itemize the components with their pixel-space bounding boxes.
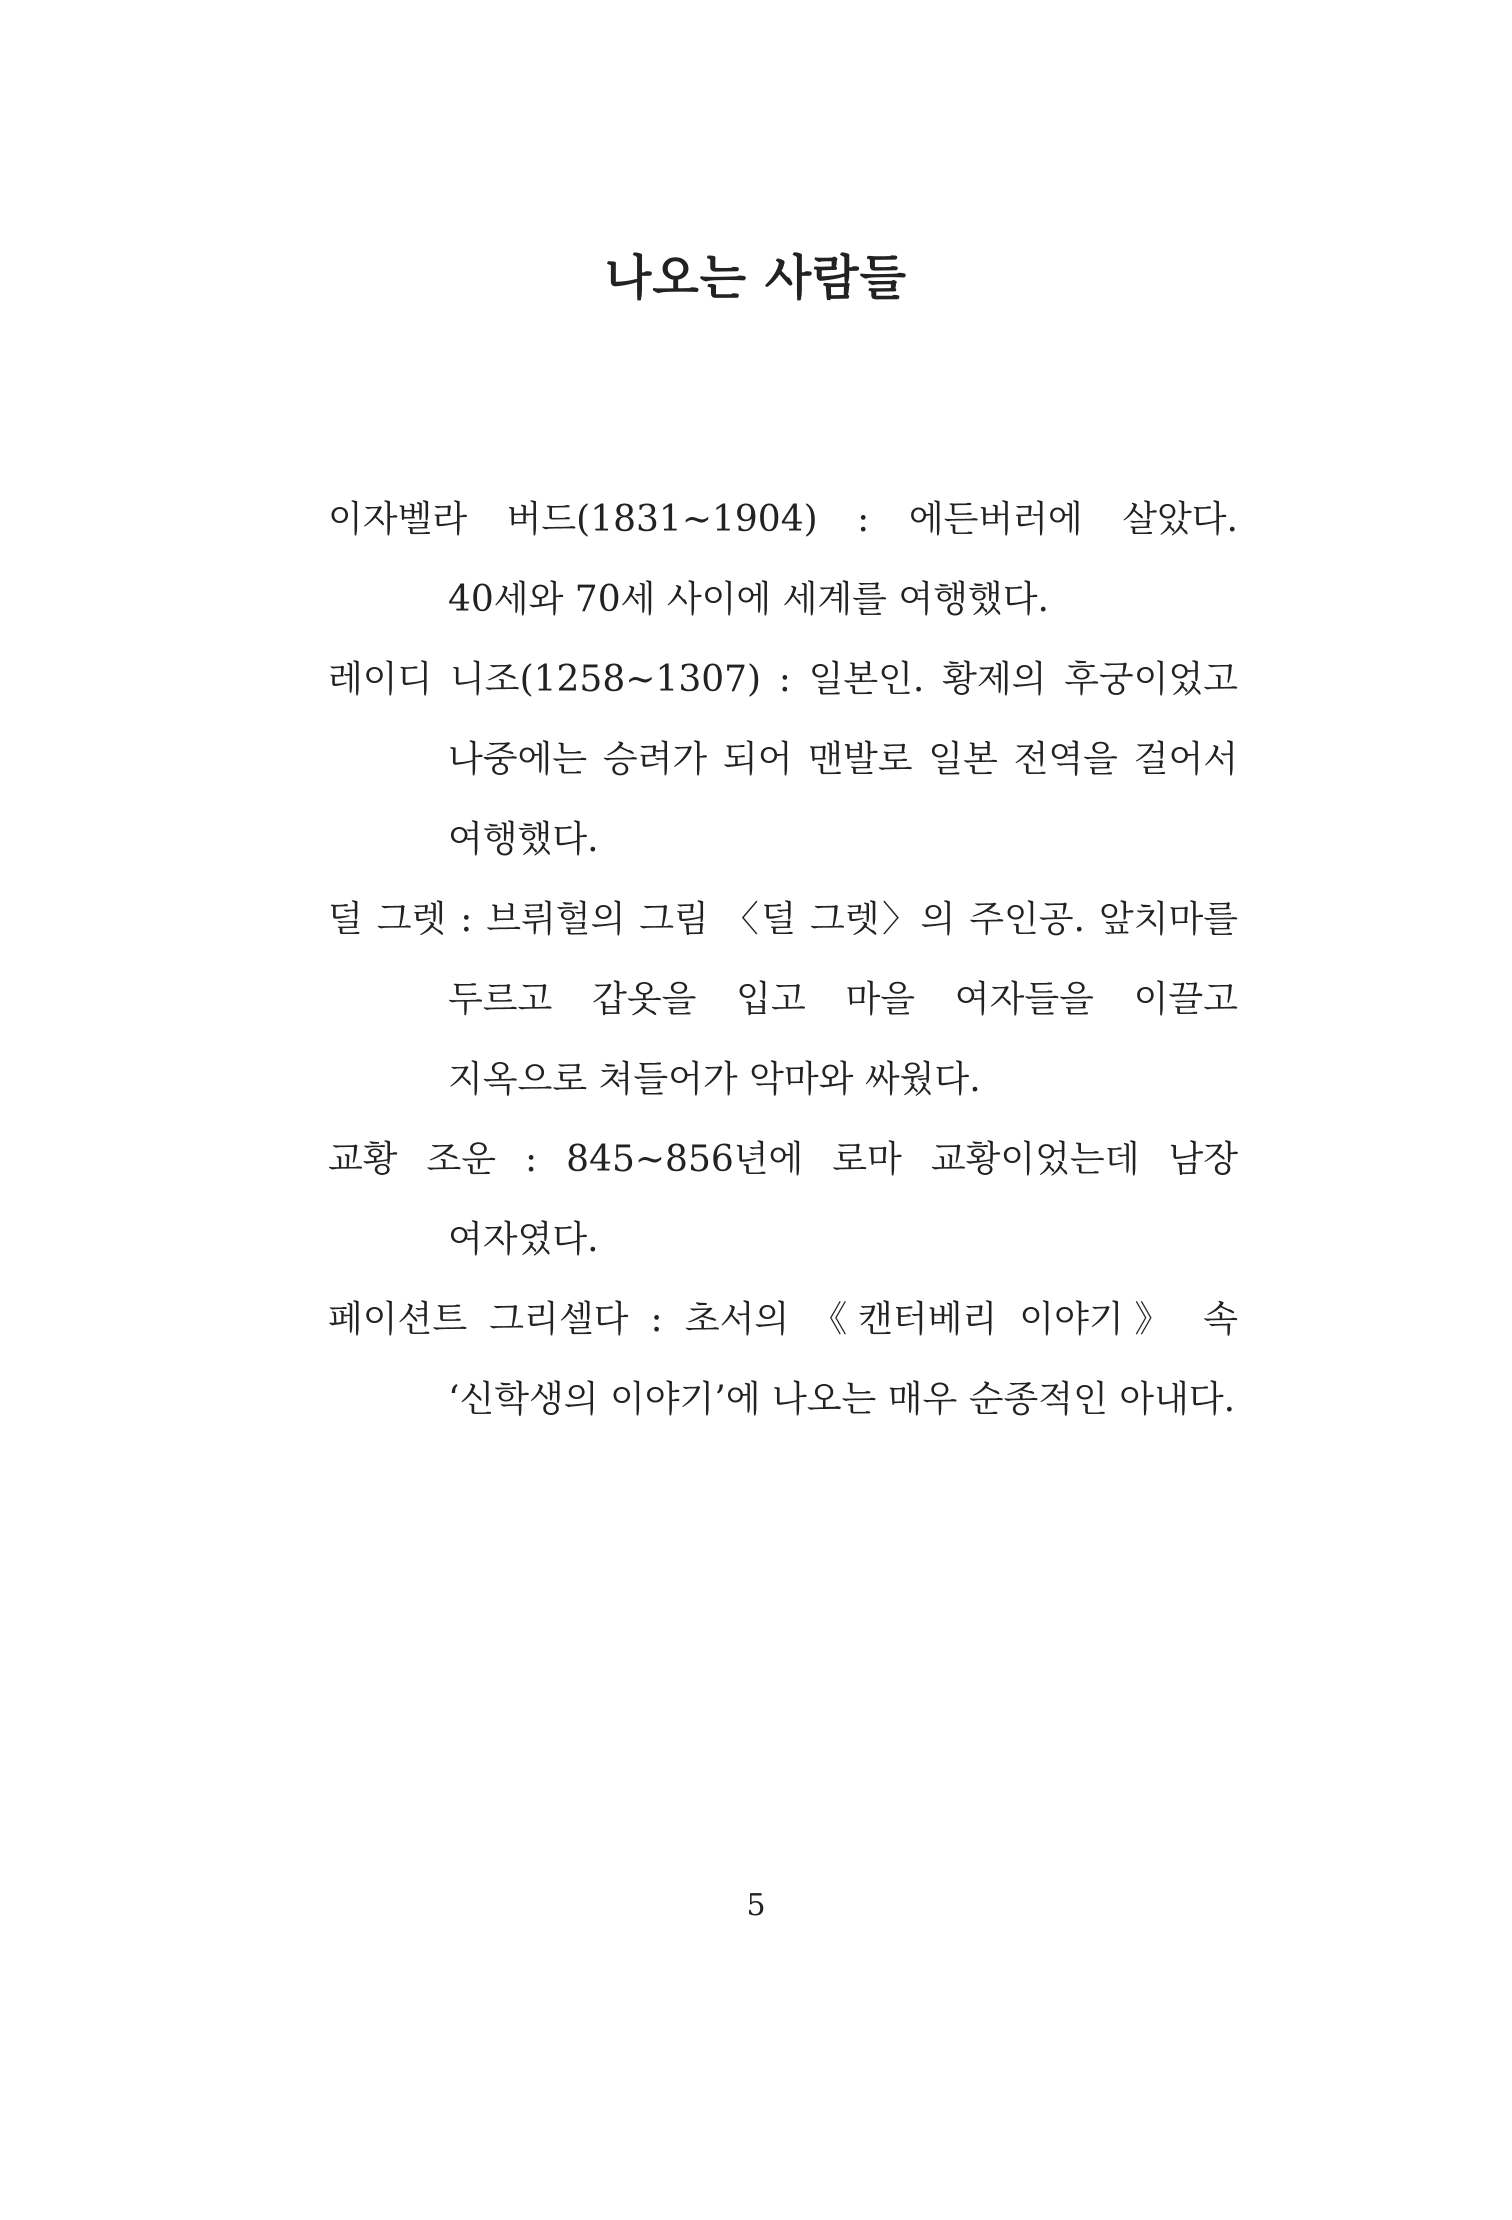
character-entry: 페이션트 그리셀다 : 초서의 《캔터베리 이야기》 속 ‘신학생의 이야기’에 나오는 매우 순종적인 아내다. (328, 1299, 1238, 1420)
character-entry: 교황 조운 : 845~856년에 로마 교황이었는데 남장 여자였다. (328, 1139, 1238, 1260)
page-title: 나오는 사람들 (605, 250, 907, 306)
character-entry: 이자벨라 버드(1831~1904) : 에든버러에 살았다. 40세와 70세 사이에 세계를 여행했다. (328, 499, 1238, 620)
character-list (328, 480, 1238, 1440)
page-number: 5 (746, 1888, 766, 1923)
character-entry: 덜 그렛 : 브뤼헐의 그림 〈덜 그렛〉의 주인공. 앞치마를 두르고 갑옷을 입고 마을 여자들을 이끌고 지옥으로 쳐들어가 악마와 싸웠다. (328, 899, 1238, 1100)
character-entry: 레이디 니조(1258~1307) : 일본인. 황제의 후궁이었고 나중에는 승려가 되어 맨발로 일본 전역을 걸어서 여행했다. (328, 659, 1238, 860)
